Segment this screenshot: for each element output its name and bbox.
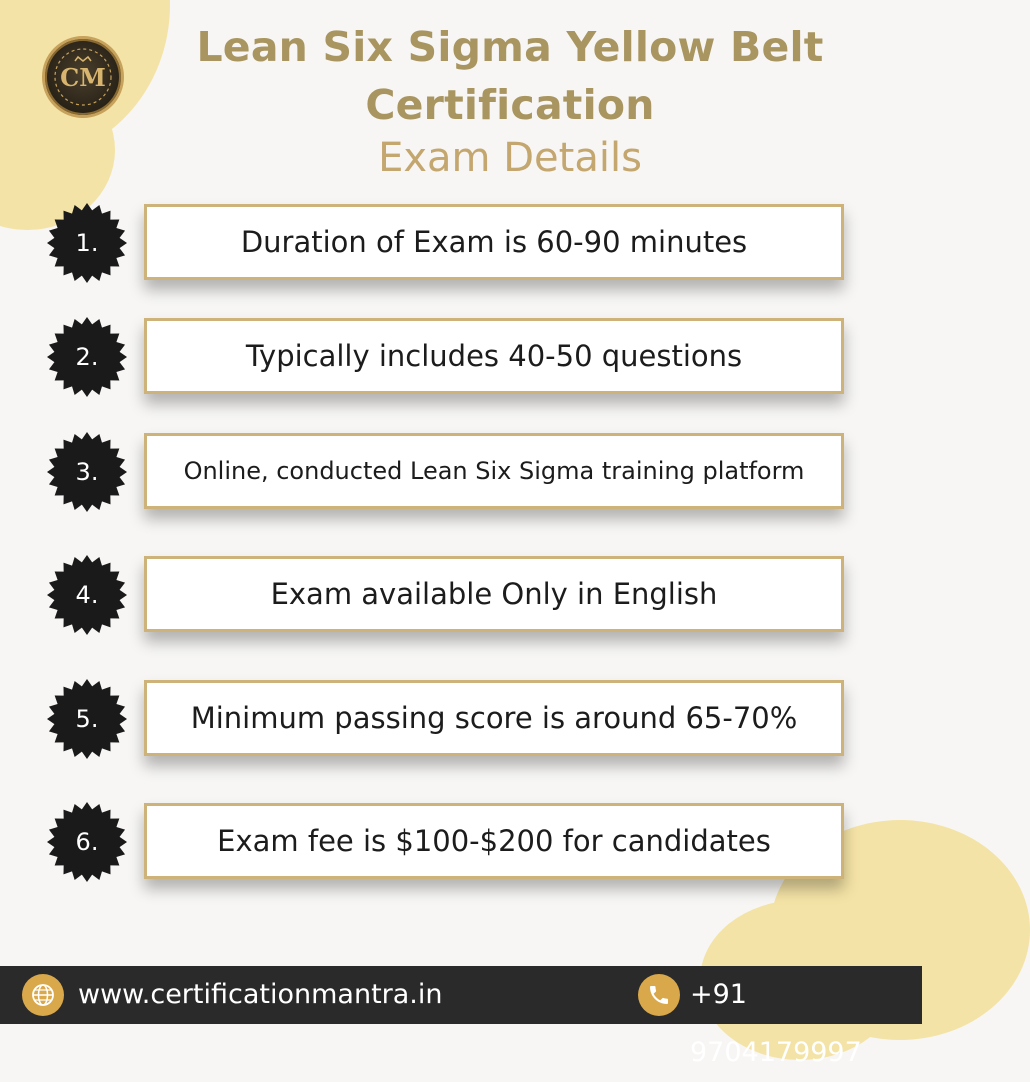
number-badge xyxy=(46,554,128,636)
laurel-wreath-icon xyxy=(45,39,121,115)
list-item xyxy=(0,431,922,531)
list-item xyxy=(0,316,922,416)
footer-bar xyxy=(0,966,922,1068)
item-card xyxy=(144,318,844,394)
website-link[interactable]: www.certificationmantra.in xyxy=(78,979,443,1010)
item-card xyxy=(144,556,844,632)
item-number: 3. xyxy=(75,458,99,486)
list-item xyxy=(0,202,922,302)
item-number: 6. xyxy=(75,828,99,856)
page-subtitle: Exam Details xyxy=(378,135,642,181)
item-text: Online, conducted Lean Six Sigma training platform xyxy=(183,457,805,485)
number-badge xyxy=(46,801,128,883)
item-number: 2. xyxy=(75,343,99,371)
item-number: 5. xyxy=(75,705,99,733)
number-badge xyxy=(46,316,128,398)
item-text: Duration of Exam is 60-90 minutes xyxy=(240,225,748,259)
item-card xyxy=(144,433,844,509)
item-text: Minimum passing score is around 65-70% xyxy=(190,701,798,735)
logo-monogram: CM xyxy=(60,63,106,92)
brand-logo xyxy=(42,36,124,118)
list-item xyxy=(0,678,922,778)
phone-icon xyxy=(638,974,680,1016)
item-card xyxy=(144,204,844,280)
number-badge xyxy=(46,431,128,513)
number-badge xyxy=(46,202,128,284)
item-card xyxy=(144,803,844,879)
globe-icon xyxy=(22,974,64,1016)
list-item xyxy=(0,554,922,654)
item-number: 1. xyxy=(75,229,99,257)
list-item xyxy=(0,801,922,901)
item-text: Exam available Only in English xyxy=(270,577,718,611)
item-card xyxy=(144,680,844,756)
page-title: Lean Six Sigma Yellow Belt Certification xyxy=(196,23,824,129)
phone-number[interactable]: +91 9704179997 xyxy=(690,979,862,1068)
number-badge xyxy=(46,678,128,760)
item-text: Exam fee is $100-$200 for candidates xyxy=(217,824,771,858)
item-text: Typically includes 40-50 questions xyxy=(245,339,743,373)
item-number: 4. xyxy=(75,581,99,609)
